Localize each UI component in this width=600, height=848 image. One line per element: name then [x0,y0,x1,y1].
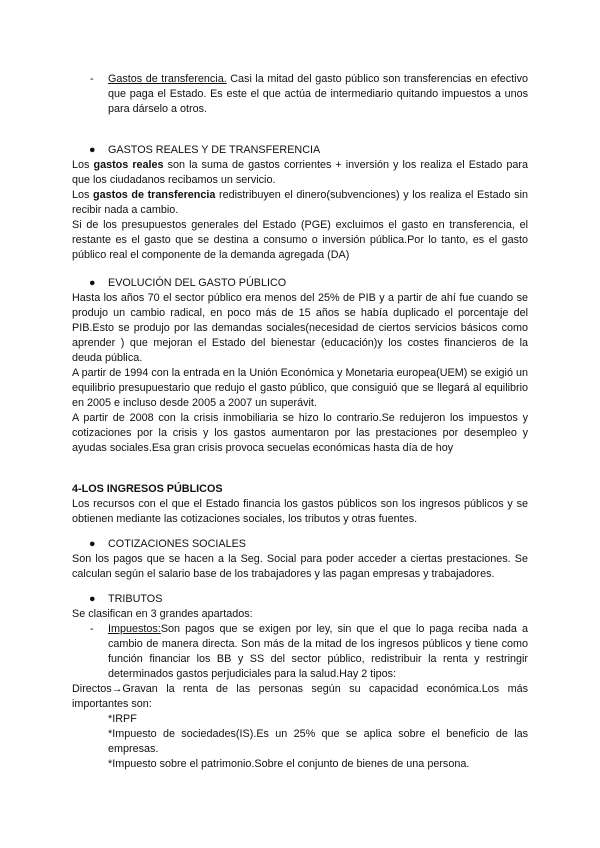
list-item: *Impuesto de sociedades(IS).Es un 25% que se aplica sobre el beneficio de las empresas. [108,728,528,755]
list-item: *IRPF [108,713,137,725]
cotizaciones-heading [72,537,528,552]
impuestos-list [72,712,528,772]
tributos-heading-text: TRIBUTOS [108,593,163,605]
gastos-transferencia-paragraph: Los gastos de transferencia redistribuyen el dinero(subvenciones) y los realiza el Estado sin recibir nada a cambio. [72,189,528,216]
impuestos-item [72,622,528,682]
impuestos-term: Impuestos: [108,623,161,635]
evolucion-heading-text: EVOLUCIÓN DEL GASTO PÚBLICO [108,277,287,289]
gastos-reales-heading [72,143,528,158]
impuestos-text: Son pagos que se exigen por ley, sin que el que lo paga reciba nada a cambio de manera directa. Son más de la mitad de los ingresos públicos y tiene como función financiar los BB y SS del sector público, redistribuir la renta y restringir determinados gastos perjudiciales para la salud.Hay 2 tipos: [108,623,528,680]
transferencias-term: Gastos de transferencia. [108,73,227,85]
transferencias-item [72,72,528,117]
gastos-reales-paragraph: Los gastos reales son la suma de gastos corrientes + inversión y los realiza el Estado para que los ciudadanos recibamos un servicio. [72,159,528,186]
pge-paragraph: Si de los presupuestos generales del Estado (PGE) excluimos el gasto en transferencia, el restante es el gasto que se destina a consumo o inversión pública.Por lo tanto, es el gasto público real el componente de la demanda agregada (DA) [72,219,528,261]
gastos-transferencia-bold: gastos de transferencia [93,189,216,201]
gastos-reales-heading-text: GASTOS REALES Y DE TRANSFERENCIA [108,144,321,156]
list-item: *Impuesto sobre el patrimonio.Sobre el conjunto de bienes de una persona. [108,758,470,770]
evolucion-paragraph-1: Hasta los años 70 el sector público era menos del 25% de PIB y a partir de ahí fue cuando se produjo un cambio radical, en poco más de 15 años se había duplicado el porcentaje del PIB.Esto se produjo por las demandas sociales(necesidad de ciertos servicios básicos como aprender ) que mejoran el Estado del bienestar (educación)y los costes financieros de la deuda pública. [72,292,528,364]
directos-paragraph: Directos→Gravan la renta de las personas según su capacidad económica.Los más importantes son: [72,683,528,710]
bullet-icon: ● [89,277,96,289]
bullet-icon: ● [89,593,96,605]
ingresos-intro: Los recursos con el que el Estado financia los gastos públicos son los ingresos públicos y se obtienen mediante las cotizaciones sociales, los tributos y otras fuentes. [72,498,528,525]
evolucion-paragraph-2: A partir de 1994 con la entrada en la Unión Económica y Monetaria europea(UEM) se exigió un equilibrio presupuestario que redujo el gasto público, que consiguió que se llegará al equilibrio en 2005 e incluso desde 2005 a 2007 un superávit. [72,367,528,409]
dash-marker: - [90,73,94,85]
tributos-intro: Se clasifican en 3 grandes apartados: [72,608,253,620]
transferencias-text: Casi la mitad del gasto público son transferencias en efectivo que paga el Estado. Es este el que actúa de intermediario quitando impuestos a unos para dárselo a otros. [108,73,528,115]
page-content [72,72,528,772]
evolucion-paragraph-3: A partir de 2008 con la crisis inmobiliaria se hizo lo contrario.Se redujeron los impuestos y cotizaciones por la crisis y los gastos aumentaron por las prestaciones por desempleo y ayudas sociales.Esa gran crisis provoca secuelas económicas hasta día de hoy [72,412,528,454]
ingresos-title: 4-LOS INGRESOS PÚBLICOS [72,483,223,495]
gastos-reales-bold: gastos reales [93,159,164,171]
tributos-heading [72,592,528,607]
dash-marker: - [90,623,94,635]
cotizaciones-paragraph: Son los pagos que se hacen a la Seg. Social para poder acceder a ciertas prestaciones. Se calculan según el salario base de los trabajadores y las pagan empresas y trabajadores. [72,553,528,580]
evolucion-heading [72,276,528,291]
cotizaciones-heading-text: COTIZACIONES SOCIALES [108,538,246,550]
bullet-icon: ● [89,538,96,550]
bullet-icon: ● [89,144,96,156]
